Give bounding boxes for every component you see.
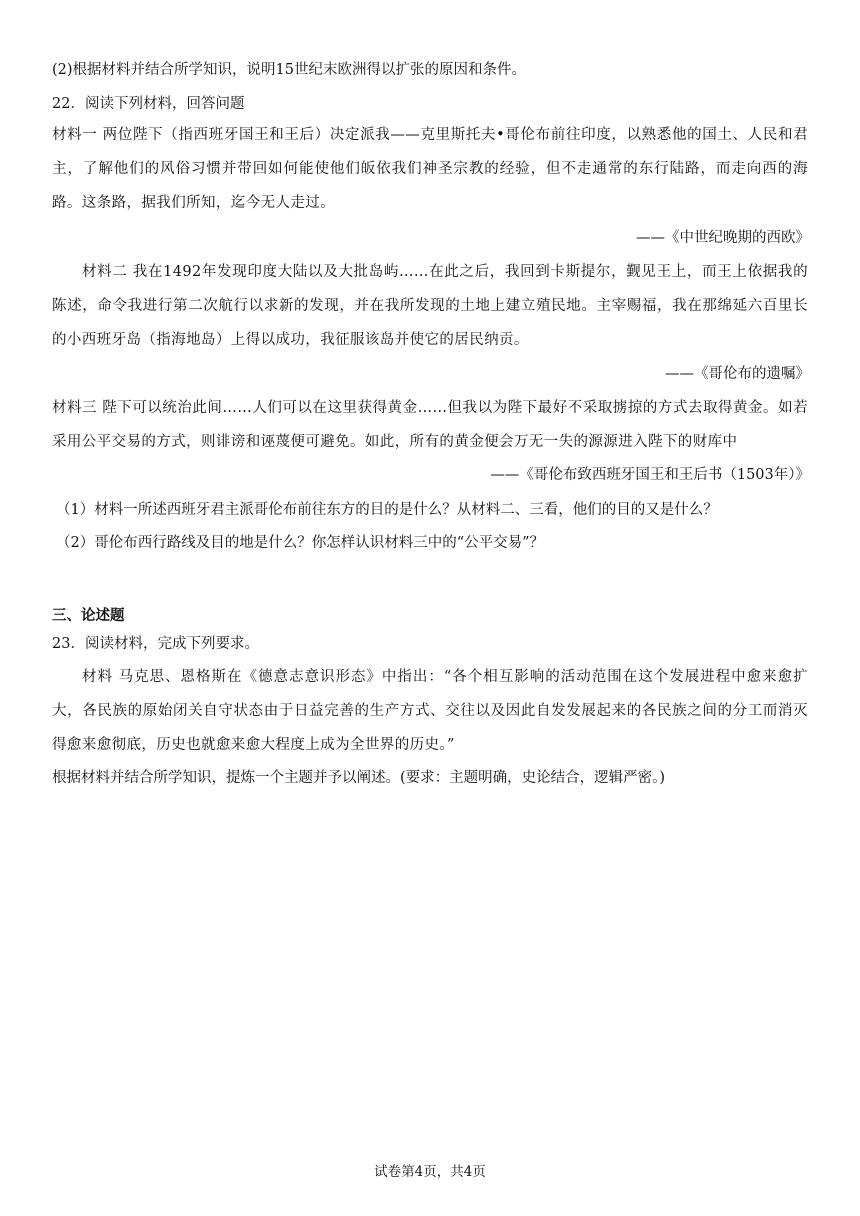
q22-source-2: ——《哥伦布的遗嘱》: [665, 366, 810, 382]
page-footer: 试卷第4页，共4页: [374, 1164, 486, 1180]
section-3-title: 三、论述题: [52, 607, 125, 624]
q22-heading: 22．阅读下列材料，回答问题: [52, 96, 245, 112]
q23-task: 根据材料并结合所学知识，提炼一个主题并予以阐述。(要求：主题明确，史论结合，逻辑严密。): [52, 770, 666, 786]
q23-material: 材料 马克思、恩格斯在《德意志意识形态》中指出：“各个相互影响的活动范围在这个发展进程中愈来愈扩大，各民族的原始闭关自守状态由于日益完善的生产方式、交往以及因此自发发展起来的各民族之间的分工而消灭得愈来愈彻底，历史也就愈来愈大程度上成为全世界的历史。”: [52, 669, 808, 753]
q23-heading: 23．阅读材料，完成下列要求。: [52, 636, 259, 652]
q22-material-1: 材料一 两位陛下（指西班牙国王和王后）决定派我——克里斯托夫•哥伦布前往印度，以熟悉他的国土、人民和君主，了解他们的风俗习惯并带回如何能使他们皈依我们神圣宗教的经验，但不走通常的东行陆路，而走向西的海路。这条路，据我们所知，迄今无人走过。: [52, 127, 808, 211]
q22-material-3: 材料三 陛下可以统治此间……人们可以在这里获得黄金……但我以为陛下最好不采取掳掠的方式去取得黄金。如若采用公平交易的方式，则诽谤和诬蔑便可避免。如此，所有的黄金便会万无一失的源源进入陛下的财库中: [52, 400, 808, 450]
q22-source-3: ——《哥伦布致西班牙国王和王后书（1503年）》: [490, 467, 810, 483]
q21-part2: (2)根据材料并结合所学知识，说明15世纪末欧洲得以扩张的原因和条件。: [52, 62, 526, 78]
q22-material-2: 材料二 我在1492年发现印度大陆以及大批岛屿……在此之后，我回到卡斯提尔，觐见王上，而王上依据我的陈述，命令我进行第二次航行以求新的发现，并在我所发现的土地上建立殖民地。主宰赐福，我在那绵延六百里长的小西班牙岛（指海地岛）上得以成功，我征服该岛并使它的居民纳贡。: [52, 264, 808, 348]
q22-source-1: ——《中世纪晚期的西欧》: [636, 230, 810, 246]
q22-question-2: （2）哥伦布西行路线及目的地是什么？你怎样认识材料三中的“公平交易”？: [56, 535, 545, 551]
q22-question-1: （1）材料一所述西班牙君主派哥伦布前往东方的目的是什么？从材料二、三看，他们的目的又是什么？: [56, 502, 718, 518]
